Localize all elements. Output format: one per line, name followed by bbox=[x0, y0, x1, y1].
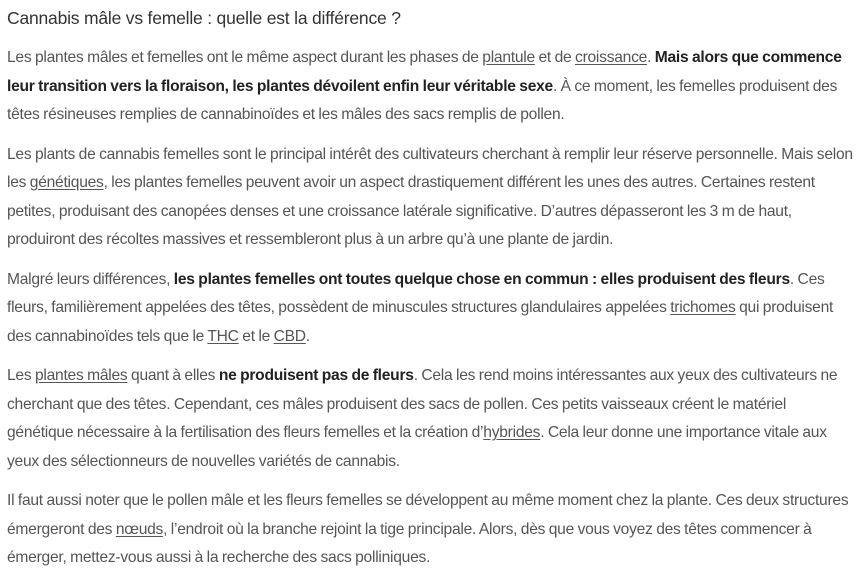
paragraph-text: et le bbox=[238, 327, 274, 345]
paragraph-text: . À ce moment, les femelles produisent des têtes résineuses remplies de cannabinoïdes et les mâles des sacs remplis de pollen. bbox=[7, 77, 838, 123]
link-croissance[interactable]: croissance bbox=[575, 49, 648, 66]
bold-text: les plantes femelles ont toutes quelque chose en commun : elles produisent des fleurs bbox=[173, 270, 790, 288]
link-cbd[interactable]: CBD bbox=[273, 327, 306, 345]
paragraph-text: , l’endroit où la branche rejoint la tige principale. Alors, dès que vous voyez des têtes commencer à émerger, mettez-vous aussi à la recherche des sacs polliniques. bbox=[7, 520, 812, 566]
link-trichomes[interactable]: trichomes bbox=[670, 299, 736, 316]
paragraph-text: et de bbox=[534, 49, 576, 66]
paragraph-4 bbox=[7, 362, 853, 476]
paragraph-text: Les plantes mâles et femelles ont le même aspect durant les phases de bbox=[7, 49, 483, 66]
paragraph-text: Les plants de cannabis femelles sont le principal intérêt des cultivateurs cherchant à remplir leur réserve personnelle. Mais selon les bbox=[7, 145, 853, 191]
paragraph-text: Il faut aussi noter que le pollen mâle et les fleurs femelles se développent au même moment chez la plante. Ces deux structures émergeront des bbox=[7, 492, 849, 538]
paragraph-text: , les plantes femelles peuvent avoir un aspect drastiquement différent les unes des autres. Certaines restent petites, produisant des canopées denses et une croissance latérale significative. D’autres dépasseront les 3 m de haut, produiront des récoltes massives et ressembleront plus à un arbre qu’à une plante de jardin. bbox=[7, 174, 815, 248]
paragraph-text: . bbox=[647, 49, 655, 66]
paragraph-3 bbox=[7, 266, 853, 352]
paragraph-text: Malgré leurs différences, bbox=[7, 270, 174, 288]
paragraph-text: quant à elles bbox=[127, 367, 219, 384]
paragraph-text: . Cela les rend moins intéressantes aux yeux des cultivateurs ne cherchant que des têtes. Cependant, ces mâles produisent des sacs de pollen. Ces petits vaisseaux créent le matériel génétique nécessaire à la fertilisation des fleurs femelles et la création d’ bbox=[7, 367, 838, 441]
paragraph-text: Les bbox=[7, 367, 35, 384]
bold-text: ne produisent pas de fleurs bbox=[218, 367, 414, 384]
paragraph-5 bbox=[7, 487, 853, 573]
link-plantule[interactable]: plantule bbox=[482, 49, 535, 66]
link-plantes-males[interactable]: plantes mâles bbox=[34, 367, 128, 384]
paragraph-text: . Cela leur donne une importance vitale aux yeux des sélectionneurs de nouvelles variétés de cannabis. bbox=[7, 424, 827, 470]
link-genetiques[interactable]: génétiques bbox=[29, 174, 104, 191]
link-thc[interactable]: THC bbox=[207, 327, 239, 345]
link-noeuds[interactable]: nœuds bbox=[115, 520, 164, 538]
paragraph-text: . bbox=[305, 327, 310, 345]
paragraph-text: . Ces fleurs, familièrement appelées des têtes, possèdent de minuscules structures glandulaires appelées bbox=[7, 270, 825, 316]
link-hybrides[interactable]: hybrides bbox=[483, 424, 541, 441]
article-heading: Cannabis mâle vs femelle : quelle est la différence ? bbox=[7, 8, 401, 28]
paragraph-2 bbox=[7, 141, 853, 255]
paragraph-text: qui produisent des cannabinoïdes tels que le bbox=[7, 299, 834, 345]
paragraph-1 bbox=[7, 44, 853, 130]
bold-text: Mais alors que commence leur transition vers la floraison, les plantes dévoilent enfin leur véritable sexe bbox=[7, 49, 842, 95]
